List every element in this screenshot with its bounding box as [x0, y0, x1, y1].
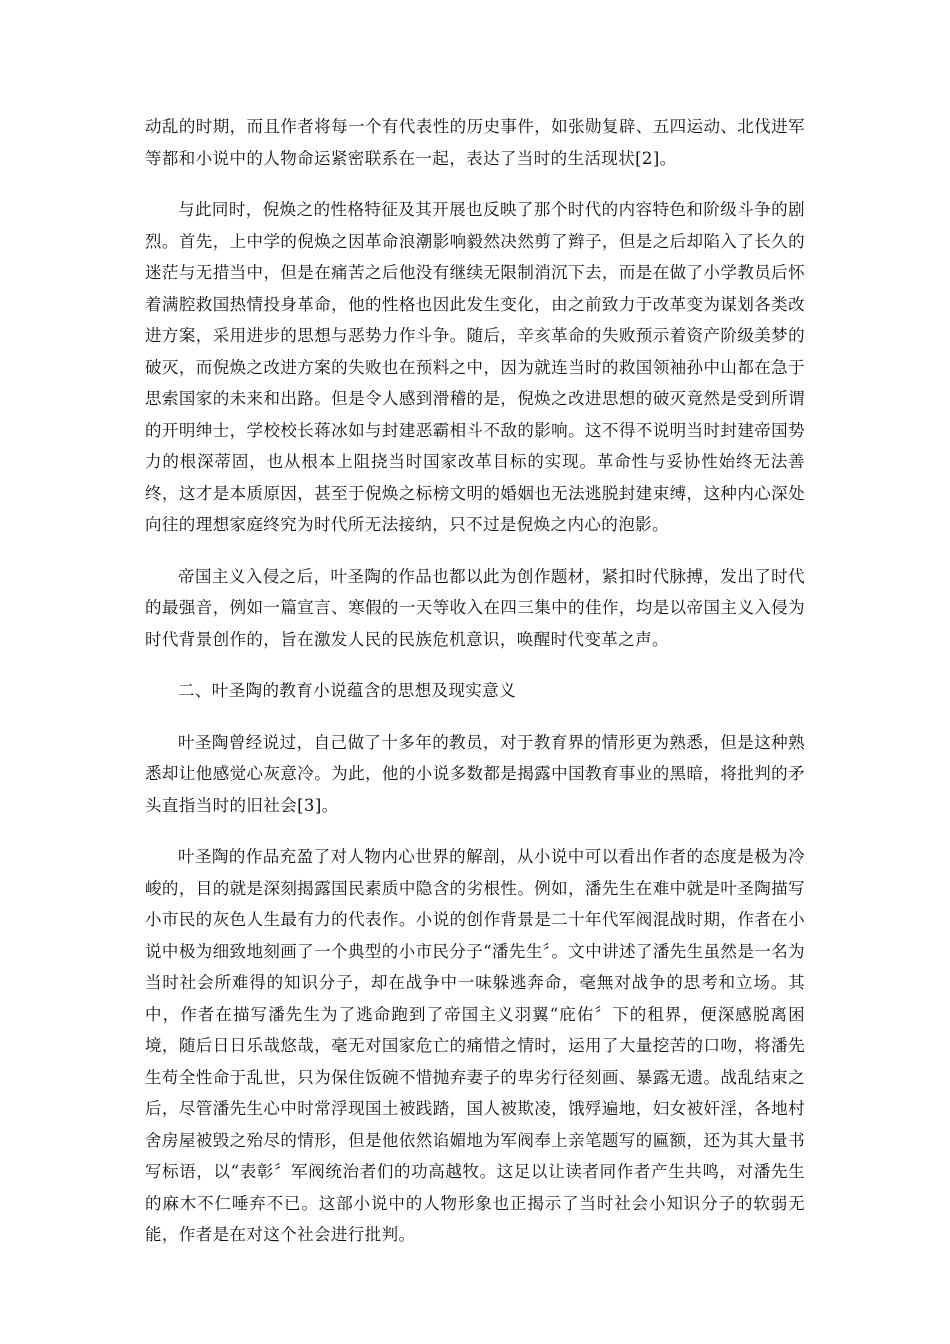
document-body [145, 111, 805, 1271]
section-heading: 二、叶圣陶的教育小说蕴含的思想及现实意义 [178, 681, 516, 700]
paragraph-character-analysis: 与此同时，倪焕之的性格特征及其开展也反映了那个时代的内容特色和阶级斗争的剧烈。首先，上中学的倪焕之因革命浪潮影响毅然决然剪了辫子，但是之后却陷入了长久的迷茫与无措当中，但是在痛苦之后他没有继续无限制消沉下去，而是在做了小学教员后怀着满腔救国热情投身革命，他的性格也因此发生变化，由之前致力于改革变为谋划各类改进方案，采用进步的思想与恶势力作斗争。随后，辛亥革命的失败预示着资产阶级美梦的破灭，而倪焕之改进方案的失败也在预料之中，因为就连当时的救国领袖孙中山都在急于思索国家的未来和出路。但是令人感到滑稽的是，倪焕之改进思想的破灭竟然是受到所谓的开明绅士，学校校长蒋冰如与封建恶霸相斗不敌的影响。这不得不说明当时封建帝国势力的根深蒂固，也从根本上阻挠当时国家改革目标的实现。革命性与妥协性始终无法善终，这才是本质原因，甚至于倪焕之标榜文明的婚姻也无法逃脱封建束缚，这种内心深处向往的理想家庭终究为时代所无法接纳，只不过是倪焕之内心的泡影。 [145, 200, 805, 534]
paragraph-imperialism: 帝国主义入侵之后，叶圣陶的作品也都以此为创作题材，紧扣时代脉搏，发出了时代的最强音，例如一篇宣言、寒假的一天等收入在四三集中的佳作，均是以帝国主义入侵为时代背景创作的，旨在激发人民的民族危机意识，唤醒时代变革之声。 [145, 566, 805, 649]
paragraph-education: 叶圣陶曾经说过，自己做了十多年的教员，对于教育界的情形更为熟悉，但是这种熟悉却让他感觉心灰意冷。为此，他的小说多数都是揭露中国教育事业的黑暗，将批判的矛头直指当时的旧社会[3]。 [145, 732, 805, 815]
paragraph-continuation: 动乱的时期，而且作者将每一个有代表性的历史事件，如张勋复辟、五四运动、北伐进军等都和小说中的人物命运紧密联系在一起，表达了当时的生活现状[2]。 [145, 117, 805, 168]
paragraph-pan-xiansheng: 叶圣陶的作品充盈了对人物内心世界的解剖，从小说中可以看出作者的态度是极为冷峻的，目的就是深刻揭露国民素质中隐含的劣根性。例如，潘先生在难中就是叶圣陶描写小市民的灰色人生最有力的代表作。小说的创作背景是二十年代军阀混战时期，作者在小说中极为细致地刻画了一个典型的小市民分子“潘先生〞。文中讲述了潘先生虽然是一名为当时社会所难得的知识分子，却在战争中一味躲逃奔命，毫無对战争的思考和立场。其中，作者在描写潘先生为了逃命跑到了帝国主义羽翼“庇佑〞下的租界，便深感脱离困境，随后日日乐哉悠哉，毫无对国家危亡的痛惜之情时，运用了大量挖苦的口吻，将潘先生苟全性命于乱世，只为保住饭碗不惜抛弃妻子的卑劣行径刻画、暴露无遗。战乱结束之后，尽管潘先生心中时常浮现国土被践踏，国人被欺凌，饿殍遍地，妇女被奸淫，各地村舍房屋被毁之殆尽的情形，但是他依然谄媚地为军阀奉上亲笔题写的匾额，还为其大量书写标语，以“表彰〞军阀统治者们的功高越牧。这足以让读者同作者产生共鸣，对潘先生的麻木不仁唾弃不已。这部小说中的人物形象也正揭示了当时社会小知识分子的软弱无能，作者是在对这个社会进行批判。 [145, 847, 805, 1244]
